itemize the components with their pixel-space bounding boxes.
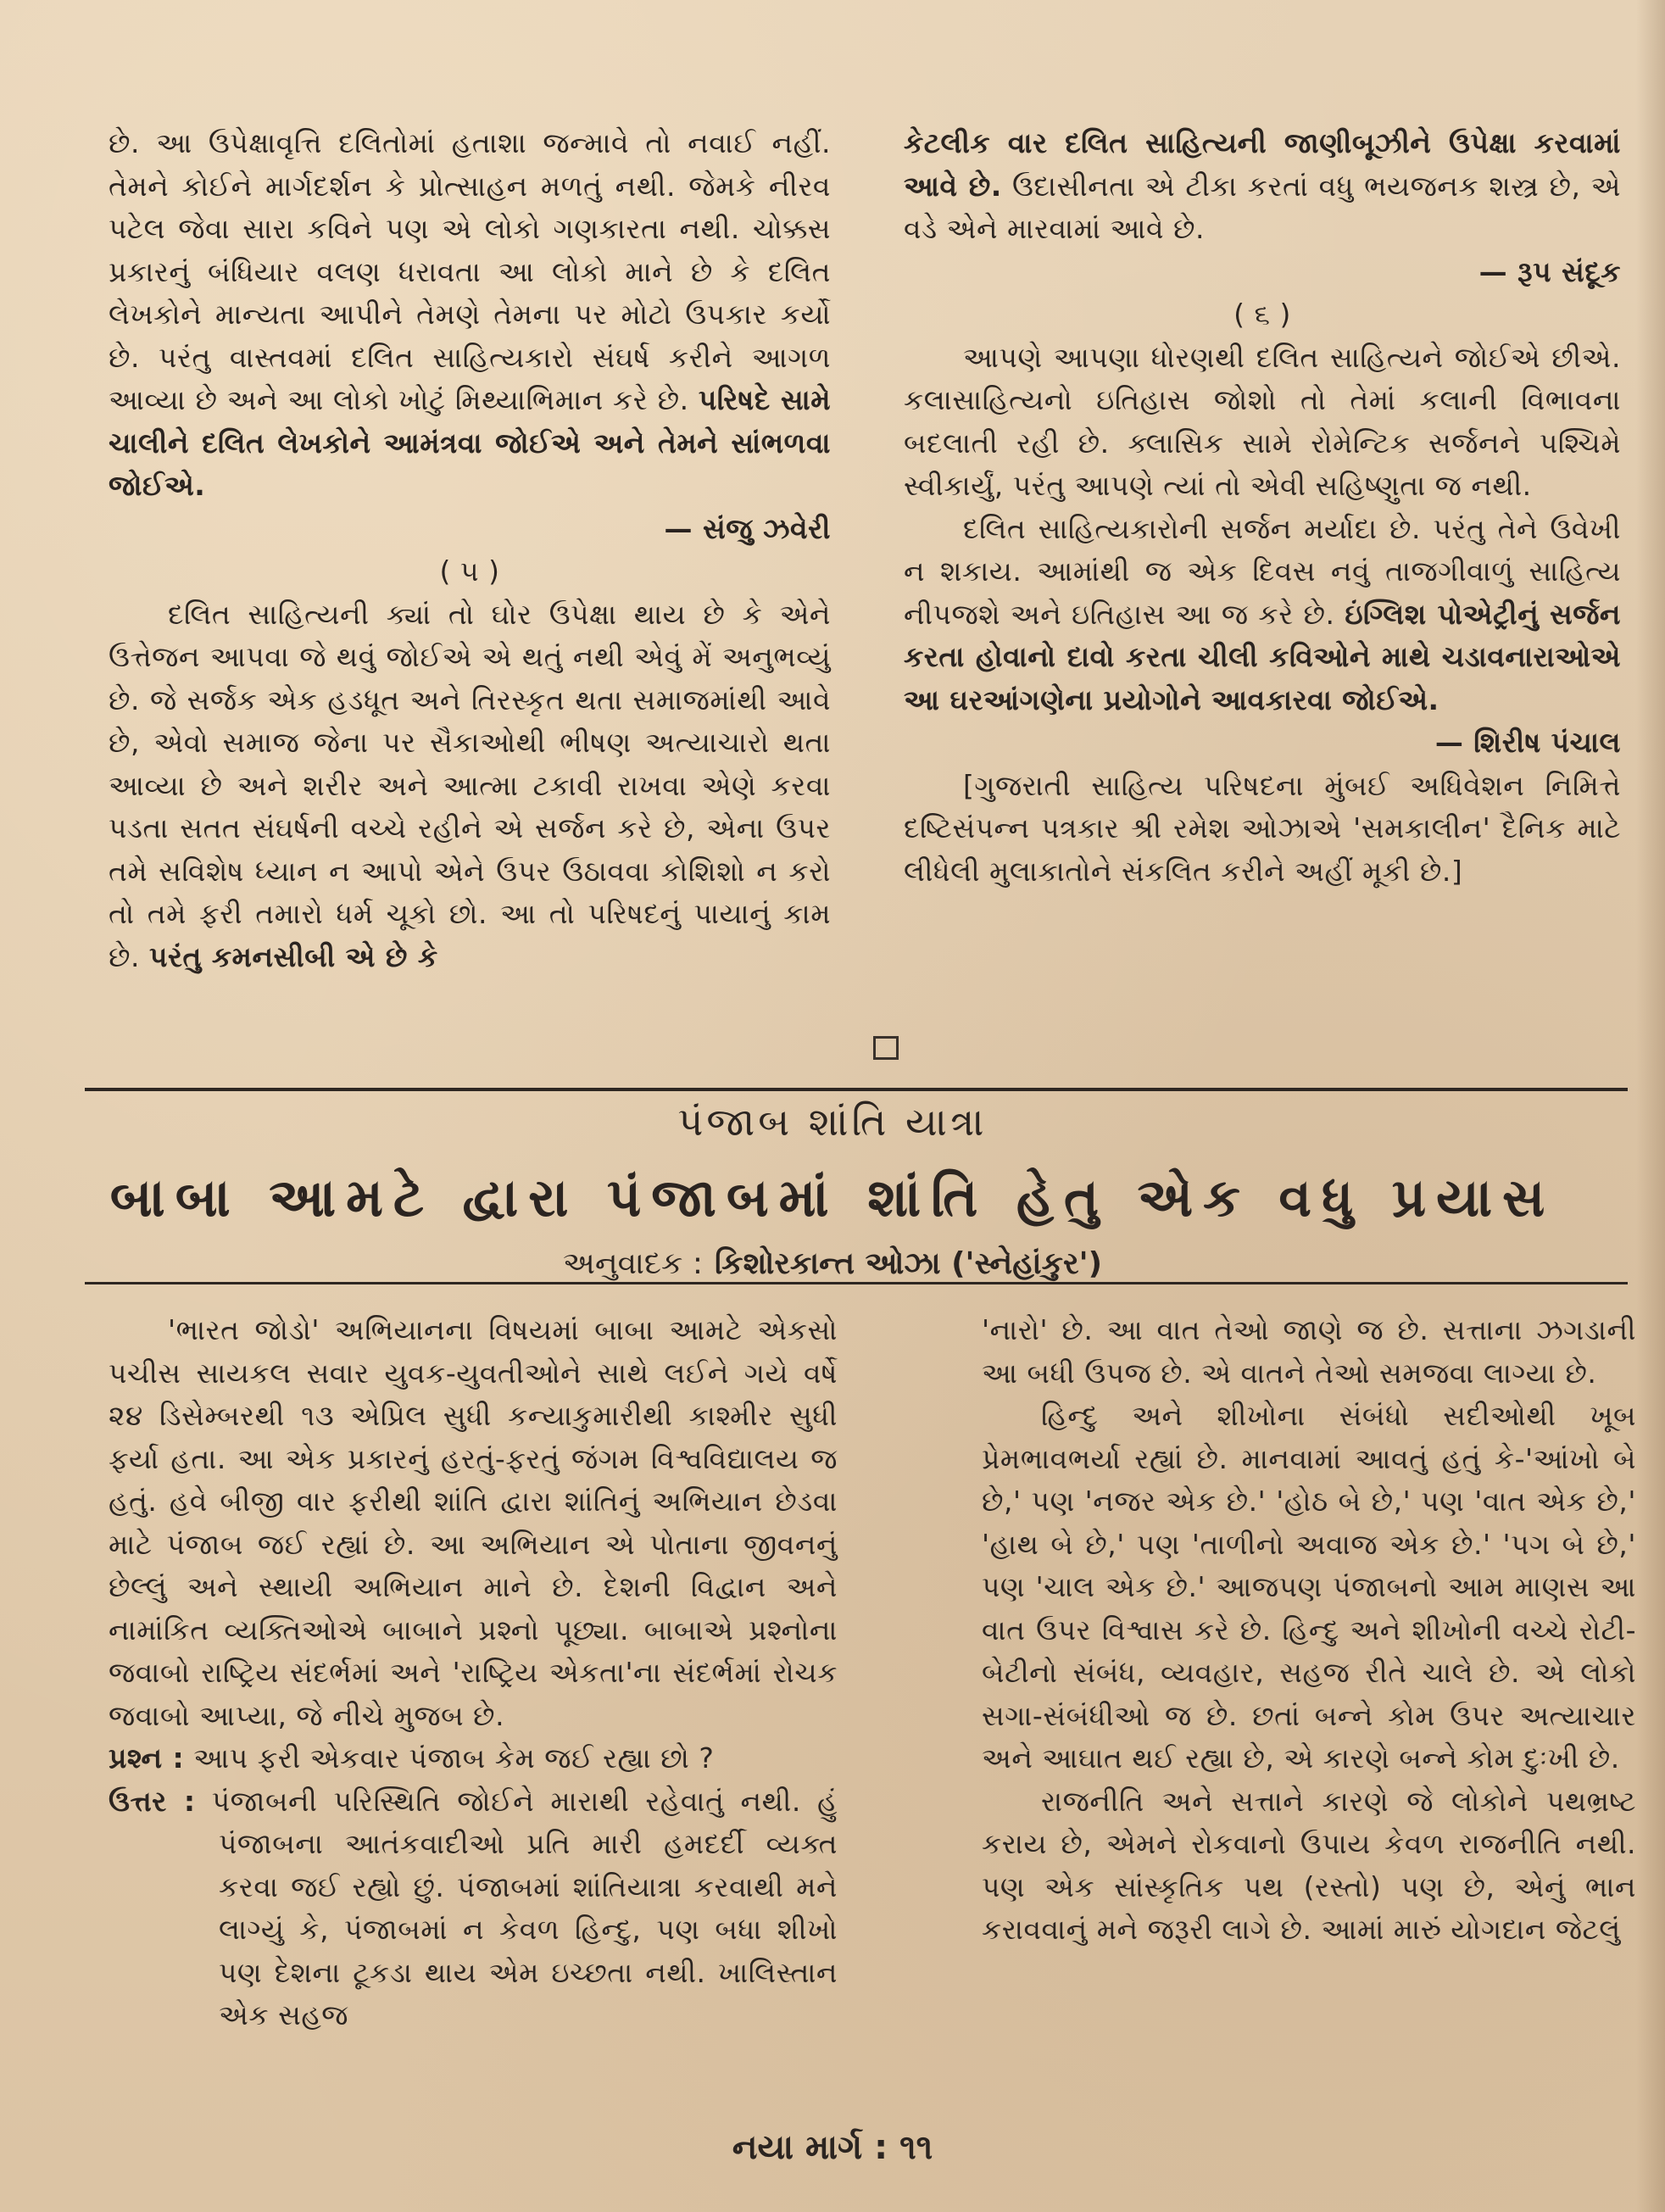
signature-shirish-panchal: — શિરીષ પંચાલ xyxy=(1434,726,1621,759)
editor-note: [ગુજરાતી સાહિત્ય પરિષદના મુંબઈ અધિવેશન નિમિત્તે દષ્ટિસંપન્ન પત્રકાર શ્રી રમેશ ઓઝાએ 'સમકાલીન' દૈનિક માટે લીધેલી મુલાકાતોને સંકલિત કરીને અહીં મૂકી છે.] xyxy=(904,768,1621,888)
paragraph: 'નારો' છે. આ વાત તેઓ જાણે જ છે. સત્તાના ઝગડાની આ બધી ઉપજ છે. એ વાતને તેઓ સમજવા લાગ્યા છે. xyxy=(982,1313,1636,1390)
paragraph-text: દલિત સાહિત્યની ક્યાં તો ઘોર ઉપેક્ષા થાય છે કે એને ઉત્તેજન આપવા જે થવું જોઈએ એ થતું નથી એવું મેં અનુભવ્યું છે. જે સર્જક એક હડધૂત અને તિરસ્કૃત થતા સમાજમાંથી આવે છે, એવો સમાજ જેના પર સૈકાઓથી ભીષણ અત્યાચારો થતા આવ્યા છે અને શરીર અને આત્મા ટકાવી રાખવા એણે કરવા પડતા સતત સંઘર્ષની વચ્ચે રહીને એ સર્જન કરે છે, એના ઉપર તમે સવિશેષ ધ્યાન ન આપો એને ઉપર ઉઠાવવા કોશિશો ન કરો તો તમે ફરી તમારો ધર્મ ચૂકો છો. આ તો પરિષદનું પાયાનું કામ છે. xyxy=(109,597,831,973)
end-mark-square-icon xyxy=(873,1036,899,1060)
article-byline xyxy=(0,1246,1665,1282)
paragraph-text: ઉદાસીનતા એ ટીકા કરતાં વધુ ભયજનક શસ્ત્ર છે, એ વડે એને મારવામાં આવે છે. xyxy=(904,169,1622,245)
paragraph xyxy=(109,593,831,979)
paragraph: 'ભારત જોડો' અભિયાનના વિષયમાં બાબા આમટે એકસો પચીસ સાયકલ સવાર યુવક-યુવતીઓને સાથે લઈને ગયે વર્ષે ૨૪ ડિસેમ્બરથી ૧૩ એપ્રિલ સુધી કન્યાકુમારીથી કાશ્મીર સુધી ફર્યા હતા. આ એક પ્રકારનું હરતું-ફરતું જંગમ વિશ્વવિદ્યાલય જ હતું. હવે બીજી વાર ફરીથી શાંતિ દ્વારા શાંતિનું અભિયાન છેડવા માટે પંજાબ જઈ રહ્યાં છે. આ અભિયાન એ પોતાના જીવનનું છેલ્લું અને સ્થાયી અભિયાન માને છે. દેશની વિદ્વાન અને નામાંકિત વ્યક્તિઓએ બાબાને પ્રશ્નો પૂછ્યા. બાબાએ પ્રશ્નોના જવાબો રાષ્ટ્રિય સંદર્ભમાં અને 'રાષ્ટ્રિય એકતા'ના સંદર્ભમાં રોચક જવાબો આપ્યા, જે નીચે મુજબ છે. xyxy=(109,1313,838,1732)
paragraph-emphasis: પરંતુ કમનસીબી એ છે કે xyxy=(149,939,438,973)
paragraph-text: છે. આ ઉપેક્ષાવૃત્તિ દલિતોમાં હતાશા જન્માવે તો નવાઈ નહીં. તેમને કોઈને માર્ગદર્શન કે પ્રોત્સાહન મળતું નથી. જેમકે નીરવ પટેલ જેવા સારા કવિને પણ એ લોકો ગણકારતા નથી. ચોક્કસ પ્રકારનું બંધિયાર વલણ ધરાવતા આ લોકો માને છે કે દલિત લેખકોને માન્યતા આપીને તેમણે તેમના પર મોટો ઉપકાર કર્યો છે. પરંતુ વાસ્તવમાં દલિત સાહિત્યકારો સંઘર્ષ કરીને આગળ આવ્યા છે અને આ લોકો ખોટું મિથ્યાભિમાન કરે છે. xyxy=(109,126,831,416)
signature-sanju-zaveri: — સંજુ ઝવેરી xyxy=(664,511,831,545)
byline-name: કિશોરકાન્ત ઓઝા ('સ્નેહાંકુર') xyxy=(715,1246,1103,1281)
paragraph-emphasis: ઇંગ્લિશ પોએટ્રીનું સર્જન કરતા હોવાનો દાવો કરતા ચીલી કવિઓને માથે ચડાવનારાઓએ આ ઘરઆંગણેના પ્રયોગોને આવકારવા જોઈએ. xyxy=(904,597,1621,716)
paragraph: આપણે આપણા ધોરણથી દલિત સાહિત્યને જોઈએ છીએ. કલાસાહિત્યનો ઇતિહાસ જોશો તો તેમાં કલાની વિભાવના બદલાતી રહી છે. ક્લાસિક સામે રોમેન્ટિક સર્જનને પશ્ચિમે સ્વીકાર્યું, પરંતુ આપણે ત્યાં તો એવી સહિષ્ણુતા જ નથી. xyxy=(904,340,1621,502)
answer-label: ઉત્તર : xyxy=(109,1784,196,1818)
answer xyxy=(109,1780,838,2037)
paragraph-emphasis: પરિષદે સામે ચાલીને દલિત લેખકોને આમંત્રવા જોઈએ અને તેમને સાંભળવા જોઈએ. xyxy=(109,383,831,502)
byline-label: અનુવાદક : xyxy=(562,1246,704,1281)
section-divider xyxy=(85,1088,1628,1091)
paragraph-text: દલિત સાહિત્યકારોની સર્જન મર્યાદા છે. પરંતુ તેને ઉવેખી ન શકાય. આમાંથી જ એક દિવસ નવું તાજગીવાળું સાહિત્ય નીપજશે અને ઇતિહાસ આ જ કરે છે. xyxy=(904,511,1621,631)
top-right-column xyxy=(904,122,1621,893)
paragraph-emphasis: કેટલીક વાર દલિત સાહિત્યની જાણીબૂઝીને ઉપેક્ષા કરવામાં આવે છે. xyxy=(904,126,1621,203)
paragraph xyxy=(904,122,1621,251)
top-left-column xyxy=(109,122,831,978)
section-number-5: ( ૫ ) xyxy=(439,554,500,588)
paragraph: હિન્દુ અને શીખોના સંબંધો સદીઓથી ખૂબ પ્રેમભાવભર્યા રહ્યાં છે. માનવામાં આવતું હતું કે-'આંખો બે છે,' પણ 'નજર એક છે.' 'હોઠ બે છે,' પણ 'વાત એક છે,' 'હાથ બે છે,' પણ 'તાળીનો અવાજ એક છે.' 'પગ બે છે,' પણ 'ચાલ એક છે.' આજપણ પંજાબનો આમ માણસ આ વાત ઉપર વિશ્વાસ કરે છે. હિન્દુ અને શીખોની વચ્ચે રોટી-બેટીનો સંબંધ, વ્યવહાર, સહજ રીતે ચાલે છે. એ લોકો સગા-સંબંધીઓ જ છે. છતાં બન્ને કોમ ઉપર અત્યાચાર અને આઘાત થઈ રહ્યા છે, એ કારણે બન્ને કોમ દુઃખી છે. xyxy=(982,1399,1636,1775)
question xyxy=(109,1737,838,1780)
article-right-column xyxy=(982,1309,1636,1952)
signature-roop-sanduk: — રૂપ સંદૂક xyxy=(1478,254,1621,288)
byline-divider xyxy=(85,1282,1628,1284)
page-edge-shadow xyxy=(1636,0,1665,2212)
section-number-6: ( ૬ ) xyxy=(1233,298,1291,331)
article-left-column xyxy=(109,1309,838,2037)
question-label: પ્રશ્ન : xyxy=(109,1741,185,1775)
answer-text: પંજાબની પરિસ્થિતિ જોઈને મારાથી રહેવાતું નથી. હું પંજાબના આતંકવાદીઓ પ્રતિ મારી હમદર્દી વ્યક્ત કરવા જઈ રહ્યો છું. પંજાબમાં શાંતિયાત્રા કરવાથી મને લાગ્યું કે, પંજાબમાં ન કેવળ હિન્દુ, પણ બધા શીખો પણ દેશના ટૂકડા થાય એમ ઇચ્છતા નથી. ખાલિસ્તાન એક સહજ xyxy=(211,1784,838,2031)
paragraph xyxy=(904,508,1621,722)
page-footer: નયા માર્ગ : ૧૧ xyxy=(732,2128,933,2167)
paragraph xyxy=(109,122,831,508)
question-text: આપ ફરી એકવાર પંજાબ કેમ જઈ રહ્યા છો ? xyxy=(193,1741,715,1775)
article-headline: બાબા આમટે દ્વારા પંજાબમાં શાંતિ હેતુ એક વધુ પ્રયાસ xyxy=(109,1167,1556,1229)
article-kicker: પંજાબ શાંતિ યાત્રા xyxy=(677,1099,988,1145)
paragraph: રાજનીતિ અને સત્તાને કારણે જે લોકોને પથભ્રષ્ટ કરાય છે, એમને રોકવાનો ઉપાય કેવળ રાજનીતિ નથી. પણ એક સાંસ્કૃતિક પથ (રસ્તો) પણ છે, એનું ભાન કરાવવાનું મને જરૂરી લાગે છે. આમાં મારું યોગદાન જેટલું xyxy=(982,1784,1636,1946)
